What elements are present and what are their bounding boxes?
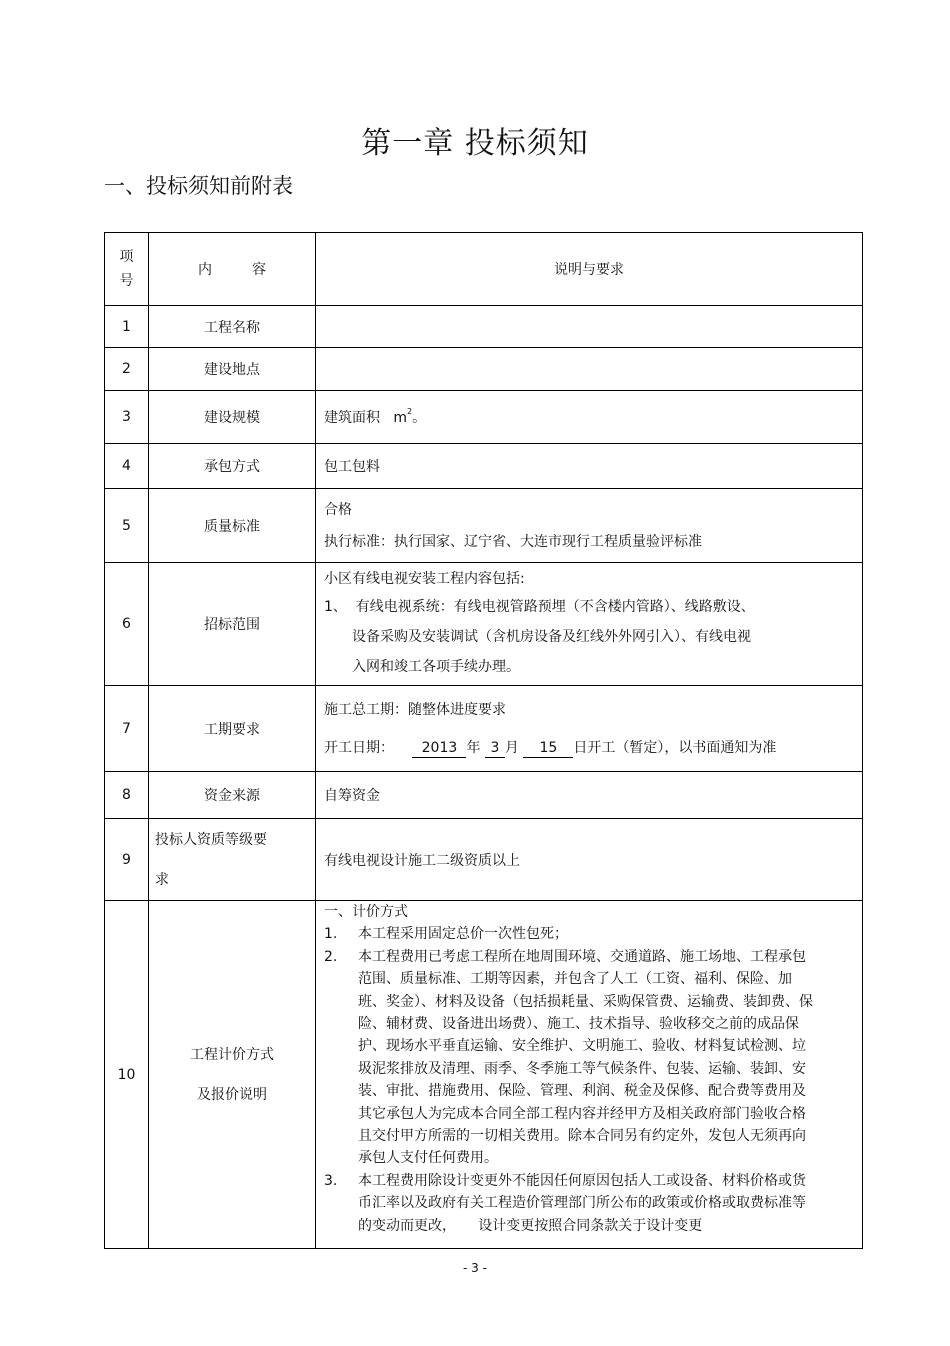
- list-item: 3. 本工程费用除设计变更外不能因任何原因包括人工或设备、材料价格或货币汇率以及政府有关工程造价管理部门所公布的政策或价格或取费标准等的变动而更改， 设计变更按照合同条款关于设计变更: [324, 1172, 806, 1234]
- table-row: [105, 772, 863, 819]
- table-header-row: [105, 233, 863, 306]
- row-num: 9: [105, 819, 149, 901]
- row-num: 8: [105, 772, 149, 819]
- list-item: 2. 本工程费用已考虑工程所在地周围环境、交通道路、施工场地、工程承包范围、质量标准、工期等因素，并包含了人工（工资、福利、保险、加班、奖金）、材料及设备（包括损耗量、采购保管费、运输费、装卸费、保险、辅材费、设备进出场费）、施工、技术指导、验收移交之前的成品保护、现场水平垂直运输、安全维护、文明施工、验收、材料复试检测、垃圾泥浆排放及清理、雨季、冬季施工等气候条件、包装、运输、装卸、安装、审批、措施费用、保险、管理、利润、税金及保修、配合费等费用及其它承包人为完成本合同全部工程内容并经甲方及相关政府部门验收合格且交付甲方所需的一切相关费用。除本合同另有约定外，发包人无须再向承包人支付任何费用。: [324, 948, 813, 1167]
- row-item: 承包方式: [149, 444, 316, 489]
- start-date-line: 开工日期： 2013 年 3 月 15 日开工（暂定），以书面通知为准: [324, 739, 777, 756]
- row-num: 2: [105, 348, 149, 391]
- start-year: 2013: [412, 739, 466, 758]
- row-desc: 包工包料: [316, 444, 863, 489]
- start-month: 3: [485, 739, 505, 758]
- row-item: 招标范围: [149, 563, 316, 686]
- row-item: 工期要求: [149, 686, 316, 772]
- row-num: 10: [105, 901, 149, 1249]
- header-content: 内 容: [149, 233, 316, 306]
- start-day: 15: [523, 739, 573, 758]
- row-item: 质量标准: [149, 489, 316, 563]
- table-row: [105, 901, 863, 1249]
- table-row: [105, 391, 863, 444]
- row-num: 1: [105, 306, 149, 348]
- header-desc: 说明与要求: [316, 233, 863, 306]
- row-num: 7: [105, 686, 149, 772]
- row-desc: 一、计价方式 1. 本工程采用固定总价一次性包死； 2. 本工程费用已考虑工程所在地周围环境、交通道路、施工场地、工程承包范围、质量标准、工期等因素，并包含了人工（工资、福利、保险、加班、奖金）、材料及设备（包括损耗量、采购保管费、运输费、装卸费、保险、辅材费、设备进出场费）、施工、技术指导、验收移交之前的成品保护、现场水平垂直运输、安全维护、文明施工、验收、材料复试检测、垃圾泥浆排放及清理、雨季、冬季施工等气候条件、包装、运输、装卸、安装、审批、措施费用、保险、管理、利润、税金及保修、配合费等费用及其它承包人为完成本合同全部工程内容并经甲方及相关政府部门验收合格且交付甲方所需的一切相关费用。除本合同另有约定外，发包人无须再向承包人支付任何费用。 3. 本工程费用除设计变更外不能因任何原因包括人工或设备、材料价格或货币汇率以及政府有关工程造价管理部门所公布的政策或价格或取费标准等的变动而更改， 设计变更按照合同条款关于设计变更: [316, 901, 863, 1249]
- row-num: 4: [105, 444, 149, 489]
- row-desc: [316, 348, 863, 391]
- table-row: [105, 348, 863, 391]
- chapter-title: 第一章 投标须知: [361, 126, 589, 161]
- page-number: - 3 -: [463, 1261, 487, 1275]
- header-num: 项 号: [105, 233, 149, 306]
- row-desc: 合格 执行标准：执行国家、辽宁省、大连市现行工程质量验评标准: [316, 489, 863, 563]
- row-num: 5: [105, 489, 149, 563]
- list-item: 1. 本工程采用固定总价一次性包死；: [324, 926, 568, 943]
- row-desc: [316, 306, 863, 348]
- row-desc: 施工总工期：随整体进度要求 开工日期： 2013 年 3 月 15 日开工（暂定），以书面通知为准: [316, 686, 863, 772]
- row-desc: 建筑面积 $m^2$。: [316, 391, 863, 444]
- table-row: [105, 563, 863, 686]
- row-desc: 有线电视设计施工二级资质以上: [316, 819, 863, 901]
- row-desc: 自筹资金: [316, 772, 863, 819]
- row-item: 工程名称: [149, 306, 316, 348]
- table-row: [105, 306, 863, 348]
- row-item: 建设规模: [149, 391, 316, 444]
- row-item: 投标人资质等级要 求: [149, 819, 316, 901]
- table-row: [105, 819, 863, 901]
- section-title: 一、投标须知前附表: [104, 174, 293, 198]
- table-row: [105, 686, 863, 772]
- row-item: 资金来源: [149, 772, 316, 819]
- row-desc: 小区有线电视安装工程内容包括: 1、 有线电视系统：有线电视管路预埋（不含楼内管路）、线路敷设、 设备采购及安装调试（含机房设备及红线外外网引入）、有线电视 入网和竣工各项手续办理。: [316, 563, 863, 686]
- row-num: 6: [105, 563, 149, 686]
- row-item: 工程计价方式 及报价说明: [149, 901, 316, 1249]
- bid-instructions-table: [104, 232, 863, 1249]
- table-row: [105, 444, 863, 489]
- table-row: [105, 489, 863, 563]
- row-num: 3: [105, 391, 149, 444]
- row-item: 建设地点: [149, 348, 316, 391]
